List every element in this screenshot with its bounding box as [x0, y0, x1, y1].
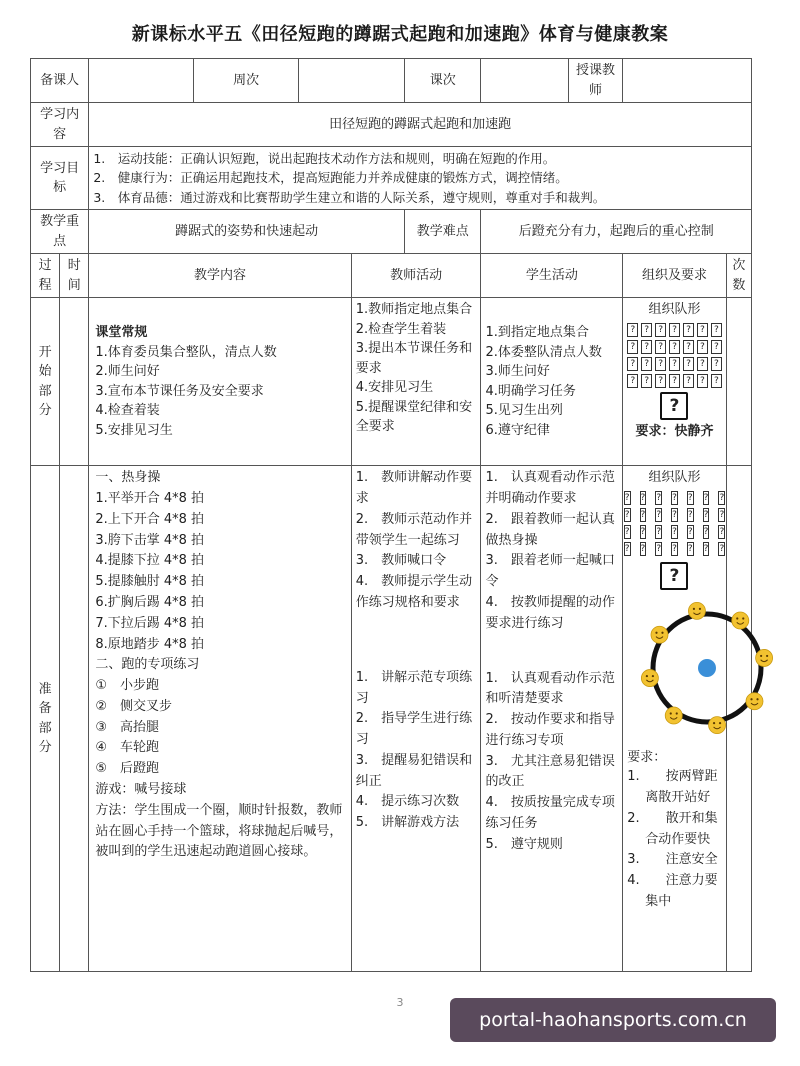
column-header-row — [31, 254, 752, 298]
col-teacher: 教师活动 — [351, 254, 481, 298]
student-position-icon: ? — [656, 526, 662, 537]
list-item: 1. 按两臂距离散开站好 — [627, 769, 718, 805]
list-item: 3.提出本节课任务和要求 — [355, 341, 473, 376]
student-position-icon: ? — [711, 357, 722, 371]
student-position-icon: ? — [719, 492, 725, 503]
difficulty-label: 教学难点 — [405, 210, 481, 254]
page-number: 3 — [396, 996, 404, 1009]
list-item: 1.到指定地点集合 — [485, 325, 589, 341]
prep-teacher-activity — [351, 466, 481, 972]
list-item: 8.原地踏步 4*8 拍 — [95, 636, 205, 652]
student-position-icon: ? — [627, 323, 638, 337]
smiley-icon — [709, 716, 726, 733]
list-item: 1. 认真观看动作示范和听清楚要求 — [485, 670, 615, 707]
student-position-icon: ? — [683, 323, 694, 337]
list-item: ② 侧交叉步 — [95, 698, 172, 714]
student-position-icon: ? — [627, 340, 638, 354]
list-item: 4.提膝下拉 4*8 拍 — [95, 553, 205, 569]
prep-student-activity — [481, 466, 623, 972]
list-item: 3. 教师喊口令 — [355, 553, 447, 569]
list-item: 5.提醒课堂纪律和安全要求 — [355, 399, 473, 435]
list-item: 1. 认真观看动作示范并明确动作要求 — [485, 470, 615, 506]
key-points-value: 蹲踞式的姿势和快速起动 — [89, 210, 405, 254]
student-position-icon: ? — [640, 526, 646, 537]
list-item: 5. 讲解游戏方法 — [355, 815, 460, 831]
student-position-icon: ? — [656, 543, 662, 554]
start-times — [726, 298, 751, 466]
prep-teacher-value — [89, 59, 194, 103]
list-item: 2. 跟着教师一起认真做热身操 — [485, 511, 615, 548]
teacher-position-icon: ? — [660, 392, 688, 420]
student-position-icon: ? — [687, 543, 693, 554]
list-item: 5.提膝触肘 4*8 拍 — [95, 574, 205, 590]
list-item: 3. 提醒易犯错误和纠正 — [355, 752, 473, 789]
list-item: 6.扩胸后踢 4*8 拍 — [95, 594, 205, 610]
list-item: 二、跑的专项练习 — [95, 657, 200, 673]
student-position-icon: ? — [669, 357, 680, 371]
formation-row — [624, 508, 725, 522]
lesson-plan-table — [30, 58, 752, 972]
list-item: 1.教师指定地点集合 — [355, 302, 473, 318]
student-position-icon: ? — [672, 509, 677, 520]
student-position-icon: ? — [655, 340, 666, 354]
difficulty-value: 后蹬充分有力，起跑后的重心控制 — [481, 210, 752, 254]
smiley-icon — [756, 649, 773, 666]
start-time — [60, 298, 89, 466]
list-item: ⑤ 后蹬跑 — [95, 761, 159, 777]
list-item: 2. 指导学生进行练习 — [355, 711, 473, 748]
list-item: 3. 注意安全 — [627, 852, 718, 868]
list-item: 1.平举开合 4*8 拍 — [95, 490, 205, 506]
student-position-icon: ? — [672, 526, 677, 537]
col-organization: 组织及要求 — [623, 254, 727, 298]
formation-grid — [624, 491, 725, 556]
student-position-icon: ? — [719, 526, 725, 537]
student-position-icon: ? — [672, 543, 677, 554]
start-organization — [623, 298, 727, 466]
student-position-icon: ? — [624, 526, 630, 537]
student-position-icon: ? — [641, 323, 652, 337]
list-item: 5.见习生出列 — [485, 403, 563, 419]
list-item: 4. 教师提示学生动作练习规格和要求 — [355, 574, 473, 610]
goals-label: 学习目标 — [31, 147, 89, 210]
student-position-icon: ? — [655, 357, 666, 371]
list-item: 1.体育委员集合整队，清点人数 — [95, 344, 277, 360]
start-student-activity — [481, 298, 623, 466]
list-item: 4.安排见习生 — [355, 380, 434, 396]
list-item: 3.师生问好 — [485, 364, 550, 380]
formation-row — [624, 491, 725, 505]
student-position-icon: ? — [641, 357, 652, 371]
goal-item: 2. 健康行为：正确运用起跑技术，提高短跑能力并养成健康的锻炼方式，调控情绪。 — [93, 170, 568, 186]
student-position-icon: ? — [683, 374, 694, 388]
lesson-count-label: 课次 — [405, 59, 481, 103]
student-position-icon: ? — [711, 374, 722, 388]
start-section-label — [31, 298, 60, 466]
student-position-icon: ? — [683, 340, 694, 354]
teacher-center-dot — [698, 659, 716, 677]
list-item: ③ 高抬腿 — [95, 719, 159, 735]
smiley-icon — [651, 626, 668, 643]
student-position-icon: ? — [656, 509, 662, 520]
prep-requirement-label: 要求： — [627, 749, 667, 765]
student-position-icon: ? — [697, 374, 708, 388]
list-item: 5.安排见习生 — [95, 422, 173, 438]
start-content — [89, 298, 351, 466]
student-position-icon: ? — [683, 357, 694, 371]
prep-time — [60, 466, 89, 972]
watermark-banner: portal-haohansports.com.cn — [450, 998, 776, 1042]
student-position-icon: ? — [656, 492, 662, 503]
prep-section-row — [31, 466, 752, 972]
student-position-icon: ? — [719, 543, 725, 554]
student-position-icon: ? — [669, 340, 680, 354]
student-position-icon: ? — [655, 374, 666, 388]
page-title: 新课标水平五《田径短跑的蹲踞式起跑和加速跑》体育与健康教案 — [131, 24, 669, 45]
formation-row — [627, 374, 722, 388]
prep-requirements — [627, 767, 722, 913]
student-position-icon: ? — [697, 340, 708, 354]
col-student: 学生活动 — [481, 254, 623, 298]
smiley-icon — [732, 612, 749, 629]
list-item: 2. 教师示范动作并带领学生一起练习 — [355, 511, 473, 548]
col-process: 过程 — [31, 254, 60, 298]
prep-section-label — [31, 466, 60, 972]
content-row — [31, 103, 752, 147]
formation-title: 组织队形 — [648, 302, 701, 318]
week-label: 周次 — [193, 59, 299, 103]
goal-item: 1. 运动技能：正确认识短跑，说出起跑技术动作方法和规则，明确在短跑的作用。 — [93, 151, 556, 166]
header-row — [31, 59, 752, 103]
teacher-value — [623, 59, 752, 103]
list-item: 2.体委整队清点人数 — [485, 344, 602, 360]
list-item: 1. 教师讲解动作要求 — [355, 470, 473, 506]
content-value: 田径短跑的蹲踞式起跑和加速跑 — [89, 103, 752, 147]
list-item: 6.遵守纪律 — [485, 422, 550, 438]
student-position-icon: ? — [687, 492, 693, 503]
list-item: 2. 散开和集合动作要快 — [627, 810, 718, 847]
student-position-icon: ? — [697, 357, 708, 371]
col-time: 时间 — [60, 254, 89, 298]
student-position-icon: ? — [719, 509, 725, 520]
smiley-icon — [665, 707, 682, 724]
student-position-icon: ? — [640, 509, 646, 520]
student-position-icon: ? — [672, 492, 677, 503]
formation-row — [627, 323, 722, 337]
list-item: 2.检查学生着装 — [355, 321, 447, 337]
student-position-icon: ? — [697, 323, 708, 337]
list-item: 2.上下开合 4*8 拍 — [95, 511, 205, 527]
key-points-row — [31, 210, 752, 254]
start-requirement: 要求：快静齐 — [635, 423, 714, 439]
student-position-icon: ? — [711, 323, 722, 337]
student-position-icon: ? — [655, 323, 666, 337]
student-position-icon: ? — [624, 543, 630, 554]
start-section-label-text: 开始部分 — [38, 344, 52, 419]
prep-section-label-text: 准备部分 — [38, 681, 52, 756]
student-position-icon: ? — [641, 374, 652, 388]
teacher-label: 授课教师 — [568, 59, 622, 103]
student-position-icon: ? — [703, 492, 709, 503]
goals-row — [31, 147, 752, 210]
prep-teacher-label: 备课人 — [31, 59, 89, 103]
student-position-icon: ? — [703, 543, 709, 554]
circle-formation-diagram — [627, 596, 787, 746]
list-item: 4. 注意力要集中 — [627, 873, 718, 909]
list-item: 3. 跟着老师一起喊口令 — [485, 553, 615, 590]
student-position-icon: ? — [641, 340, 652, 354]
list-item: 4.明确学习任务 — [485, 383, 576, 399]
game-method: 方法：学生围成一个圈，顺时针报数，教师站在圆心手持一个篮球，将球抛起后喊号，被叫到的学生迅速起动跑道圆心接球。 — [95, 802, 343, 860]
smiley-icon — [689, 602, 706, 619]
goal-item: 3. 体育品德：通过游戏和比赛帮助学生建立和谐的人际关系，遵守规则，尊重对手和裁判。 — [93, 189, 606, 205]
student-position-icon: ? — [687, 509, 693, 520]
list-item: ④ 车轮跑 — [95, 740, 159, 756]
prep-content — [89, 466, 351, 972]
list-item: 4.检查着装 — [95, 403, 160, 419]
student-position-icon: ? — [640, 492, 646, 503]
student-position-icon: ? — [703, 509, 709, 520]
smiley-icon — [642, 669, 659, 686]
list-item: 一、热身操 — [95, 470, 161, 486]
student-position-icon: ? — [669, 374, 680, 388]
list-item: 3. 尤其注意易犯错误的改正 — [485, 753, 615, 790]
student-position-icon: ? — [624, 509, 630, 520]
student-position-icon: ? — [624, 492, 630, 503]
list-item: 4. 按教师提醒的动作要求进行练习 — [485, 594, 615, 631]
list-item: 2.师生问好 — [95, 364, 160, 380]
student-position-icon: ? — [627, 357, 638, 371]
list-item: 4. 提示练习次数 — [355, 794, 460, 810]
start-section-row — [31, 298, 752, 466]
formation-row — [624, 542, 725, 556]
formation-title: 组织队形 — [648, 470, 701, 486]
student-position-icon: ? — [669, 323, 680, 337]
list-item: 4. 按质按量完成专项练习任务 — [485, 795, 615, 832]
student-position-icon: ? — [640, 543, 646, 554]
list-item: ① 小步跑 — [95, 678, 159, 694]
list-item: 3.宣布本节课任务及安全要求 — [95, 383, 264, 399]
list-item: 游戏：喊号接球 — [95, 782, 187, 798]
key-points-label: 教学重点 — [31, 210, 89, 254]
lesson-count-value — [481, 59, 568, 103]
formation-grid — [627, 323, 722, 388]
student-position-icon: ? — [687, 526, 693, 537]
col-times: 次数 — [726, 254, 751, 298]
formation-row — [624, 525, 725, 539]
student-position-icon: ? — [703, 526, 709, 537]
student-position-icon: ? — [711, 340, 722, 354]
list-item: 3.胯下击掌 4*8 拍 — [95, 532, 205, 548]
goals-list — [89, 147, 752, 210]
list-item: 2. 按动作要求和指导进行练习专项 — [485, 712, 615, 748]
formation-row — [627, 357, 722, 371]
teacher-position-icon: ? — [660, 562, 688, 590]
student-position-icon: ? — [627, 374, 638, 388]
formation-row — [627, 340, 722, 354]
col-content: 教学内容 — [89, 254, 351, 298]
list-item: 5. 遵守规则 — [485, 836, 563, 852]
week-value — [299, 59, 405, 103]
list-item: 1. 讲解示范专项练习 — [355, 669, 473, 706]
start-teacher-activity — [351, 298, 481, 466]
prep-organization — [623, 466, 727, 972]
list-item: 7.下拉后踢 4*8 拍 — [95, 615, 205, 631]
start-content-title: 课堂常规 — [95, 325, 148, 341]
smiley-icon — [746, 692, 763, 709]
content-label: 学习内容 — [31, 103, 89, 147]
